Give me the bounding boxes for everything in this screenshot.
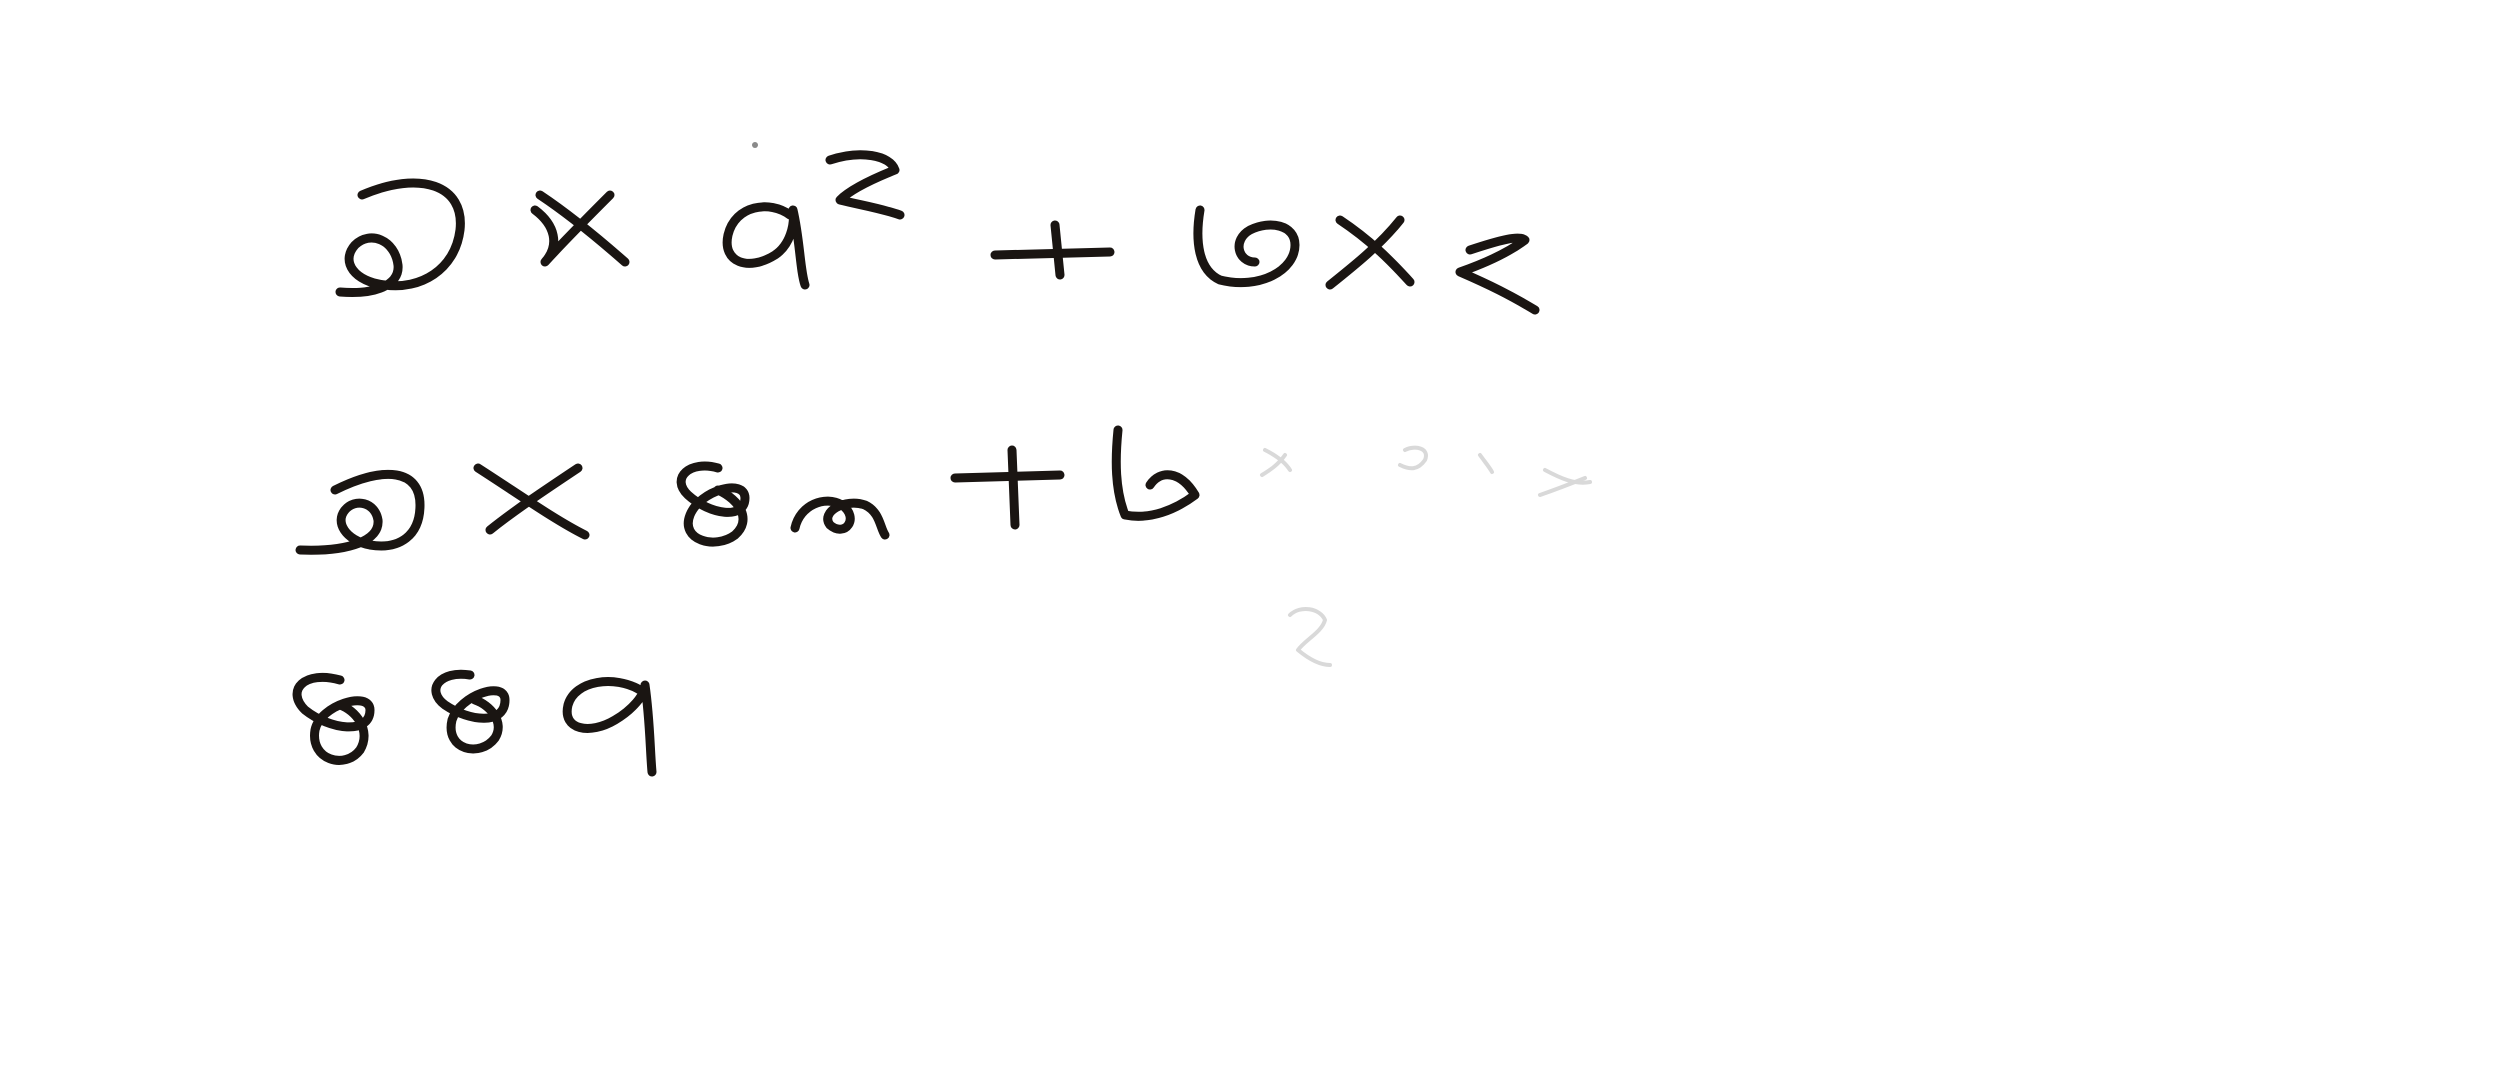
glyph-six [1198,210,1295,283]
handwritten-line-3 [297,674,652,772]
glyph-plus [1055,225,1060,275]
handwritten-line-2 [300,430,1195,550]
glyph-two [1460,238,1535,310]
erased-pencil-marks [1262,448,1590,665]
glyph-plus [955,475,1060,478]
glyph-one [795,501,885,535]
glyph-two [340,183,460,293]
ink-speck [752,142,758,148]
glyph-two [300,474,420,550]
glyph-plus [1012,450,1015,525]
glyph-superscript-two [830,155,900,215]
glyph-eight [436,674,505,749]
glyph-six [1116,430,1195,516]
glyph-times [535,195,610,262]
glyph-times [1330,220,1400,285]
glyph-plus [995,252,1110,255]
glyph-eight [297,677,370,760]
glyph-nine [727,207,805,285]
handwritten-line-1 [340,142,1535,310]
glyph-nine [567,682,652,772]
glyph-eight [681,466,745,542]
